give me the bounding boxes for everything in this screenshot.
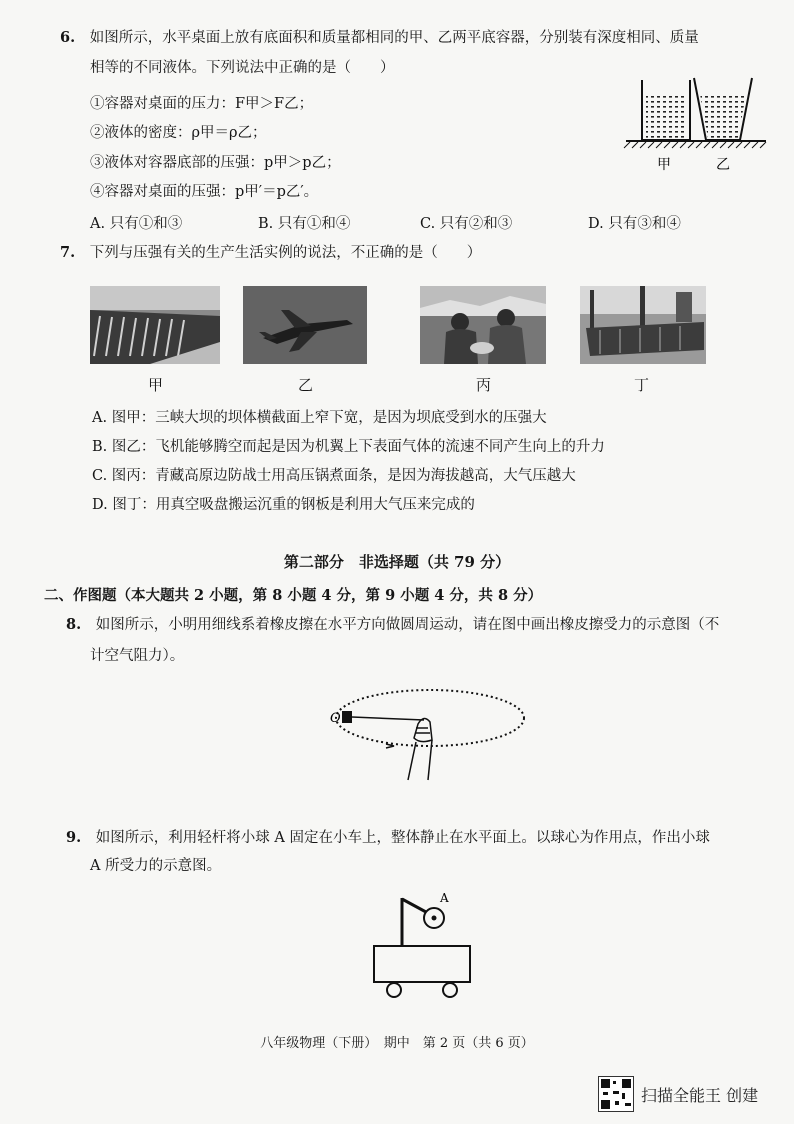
q6-statement-2: ②液体的密度：ρ甲＝ρ乙； bbox=[90, 125, 267, 141]
q7-option-c[interactable]: C. 图丙：青藏高原边防战士用高压锅煮面条，是因为海拔越高，大气压越大 bbox=[92, 468, 576, 484]
q6-statement-3: ③液体对容器底部的压强：p甲＞p乙； bbox=[90, 155, 341, 171]
qr-code-icon bbox=[598, 1076, 634, 1112]
scanner-watermark: 扫描全能王 创建 bbox=[641, 1086, 759, 1105]
part2-title: 第二部分 非选择题（共 79 分） bbox=[283, 553, 511, 571]
cart-body bbox=[374, 946, 470, 982]
cart-wheel-right bbox=[443, 983, 457, 997]
photo-label-ding: 丁 bbox=[634, 376, 650, 394]
point-o-label: O bbox=[330, 711, 341, 726]
q6-statement-1: ①容器对桌面的压力：F甲＞F乙； bbox=[90, 96, 314, 112]
container-yi bbox=[694, 78, 752, 140]
q9-line-1 bbox=[66, 828, 710, 848]
q6-option-a[interactable]: A. 只有①和③ bbox=[90, 216, 183, 232]
container-jia bbox=[642, 80, 690, 140]
q8-stem-1: 如图所示，小明用细线系着橡皮擦在水平方向做圆周运动，请在图中画出橡皮擦受力的示意图（不 bbox=[95, 617, 720, 633]
q6-line-1 bbox=[60, 28, 699, 48]
q6-option-b[interactable]: B. 只有①和④ bbox=[258, 216, 351, 232]
q9-stem-2: A 所受力的示意图。 bbox=[90, 858, 222, 874]
eraser bbox=[342, 711, 352, 723]
q7-option-b[interactable]: B. 图乙：飞机能够腾空而起是因为机翼上下表面气体的流速不同产生向上的升力 bbox=[92, 439, 605, 455]
q9-stem-1: 如图所示，利用轻杆将小球 A 固定在小车上，整体静止在水平面上。以球心为作用点，作出小球 bbox=[95, 830, 710, 846]
q8-line-1 bbox=[66, 615, 719, 635]
direction-arrow bbox=[386, 744, 394, 748]
q7-option-d[interactable]: D. 图丁：用真空吸盘搬运沉重的钢板是利用大气压来完成的 bbox=[92, 497, 475, 513]
q6-statement-4: ④容器对桌面的压强：p甲′＝p乙′。 bbox=[90, 184, 319, 200]
cart-wheel-left bbox=[387, 983, 401, 997]
page-footer: 八年级物理（下册） 期中 第 2 页（共 6 页） bbox=[260, 1036, 534, 1051]
string bbox=[352, 717, 424, 720]
q6-number: 6. bbox=[60, 29, 76, 46]
q9-cart-figure bbox=[360, 890, 500, 1002]
q6-option-c[interactable]: C. 只有②和③ bbox=[420, 216, 513, 232]
q6-option-d[interactable]: D. 只有③和④ bbox=[588, 216, 681, 232]
photo-label-bing: 丙 bbox=[476, 376, 492, 394]
q6-options bbox=[90, 212, 780, 232]
photo-soldiers-cooking bbox=[420, 286, 546, 364]
ball-label-a: A bbox=[440, 891, 449, 905]
table-hatching bbox=[624, 142, 766, 148]
photo-label-yi: 乙 bbox=[298, 376, 314, 394]
container-label-jia: 甲 bbox=[657, 157, 671, 173]
q7-line bbox=[60, 243, 481, 263]
q6-stem-2: 相等的不同液体。下列说法中正确的是（ ） bbox=[90, 60, 395, 76]
light-rod bbox=[402, 899, 426, 912]
photo-label-jia: 甲 bbox=[148, 376, 164, 394]
section2-title: 二、作图题（本大题共 2 小题，第 8 小题 4 分，第 9 小题 4 分，共 8 分） bbox=[44, 587, 543, 604]
q8-number: 8. bbox=[66, 616, 82, 633]
ball-center bbox=[432, 916, 437, 921]
q7-stem: 下列与压强有关的生产生活实例的说法，不正确的是（ ） bbox=[89, 245, 482, 261]
hand bbox=[408, 718, 432, 780]
q6-stem-1: 如图所示，水平桌面上放有底面积和质量都相同的甲、乙两平底容器，分别装有深度相同、质量 bbox=[89, 30, 699, 46]
q7-number: 7. bbox=[60, 244, 76, 261]
q8-stem-2: 计空气阻力）。 bbox=[90, 648, 185, 664]
photo-fighter-jet bbox=[243, 286, 367, 364]
q7-option-a[interactable]: A. 图甲：三峡大坝的坝体横截面上窄下宽，是因为坝底受到水的压强大 bbox=[92, 410, 547, 426]
q8-circular-motion-figure bbox=[320, 684, 530, 788]
container-label-yi: 乙 bbox=[716, 157, 730, 173]
q6-containers-figure bbox=[620, 74, 770, 184]
photo-three-gorges-dam bbox=[90, 286, 220, 364]
photo-vacuum-lifter bbox=[580, 286, 706, 364]
q9-number: 9. bbox=[66, 829, 82, 846]
